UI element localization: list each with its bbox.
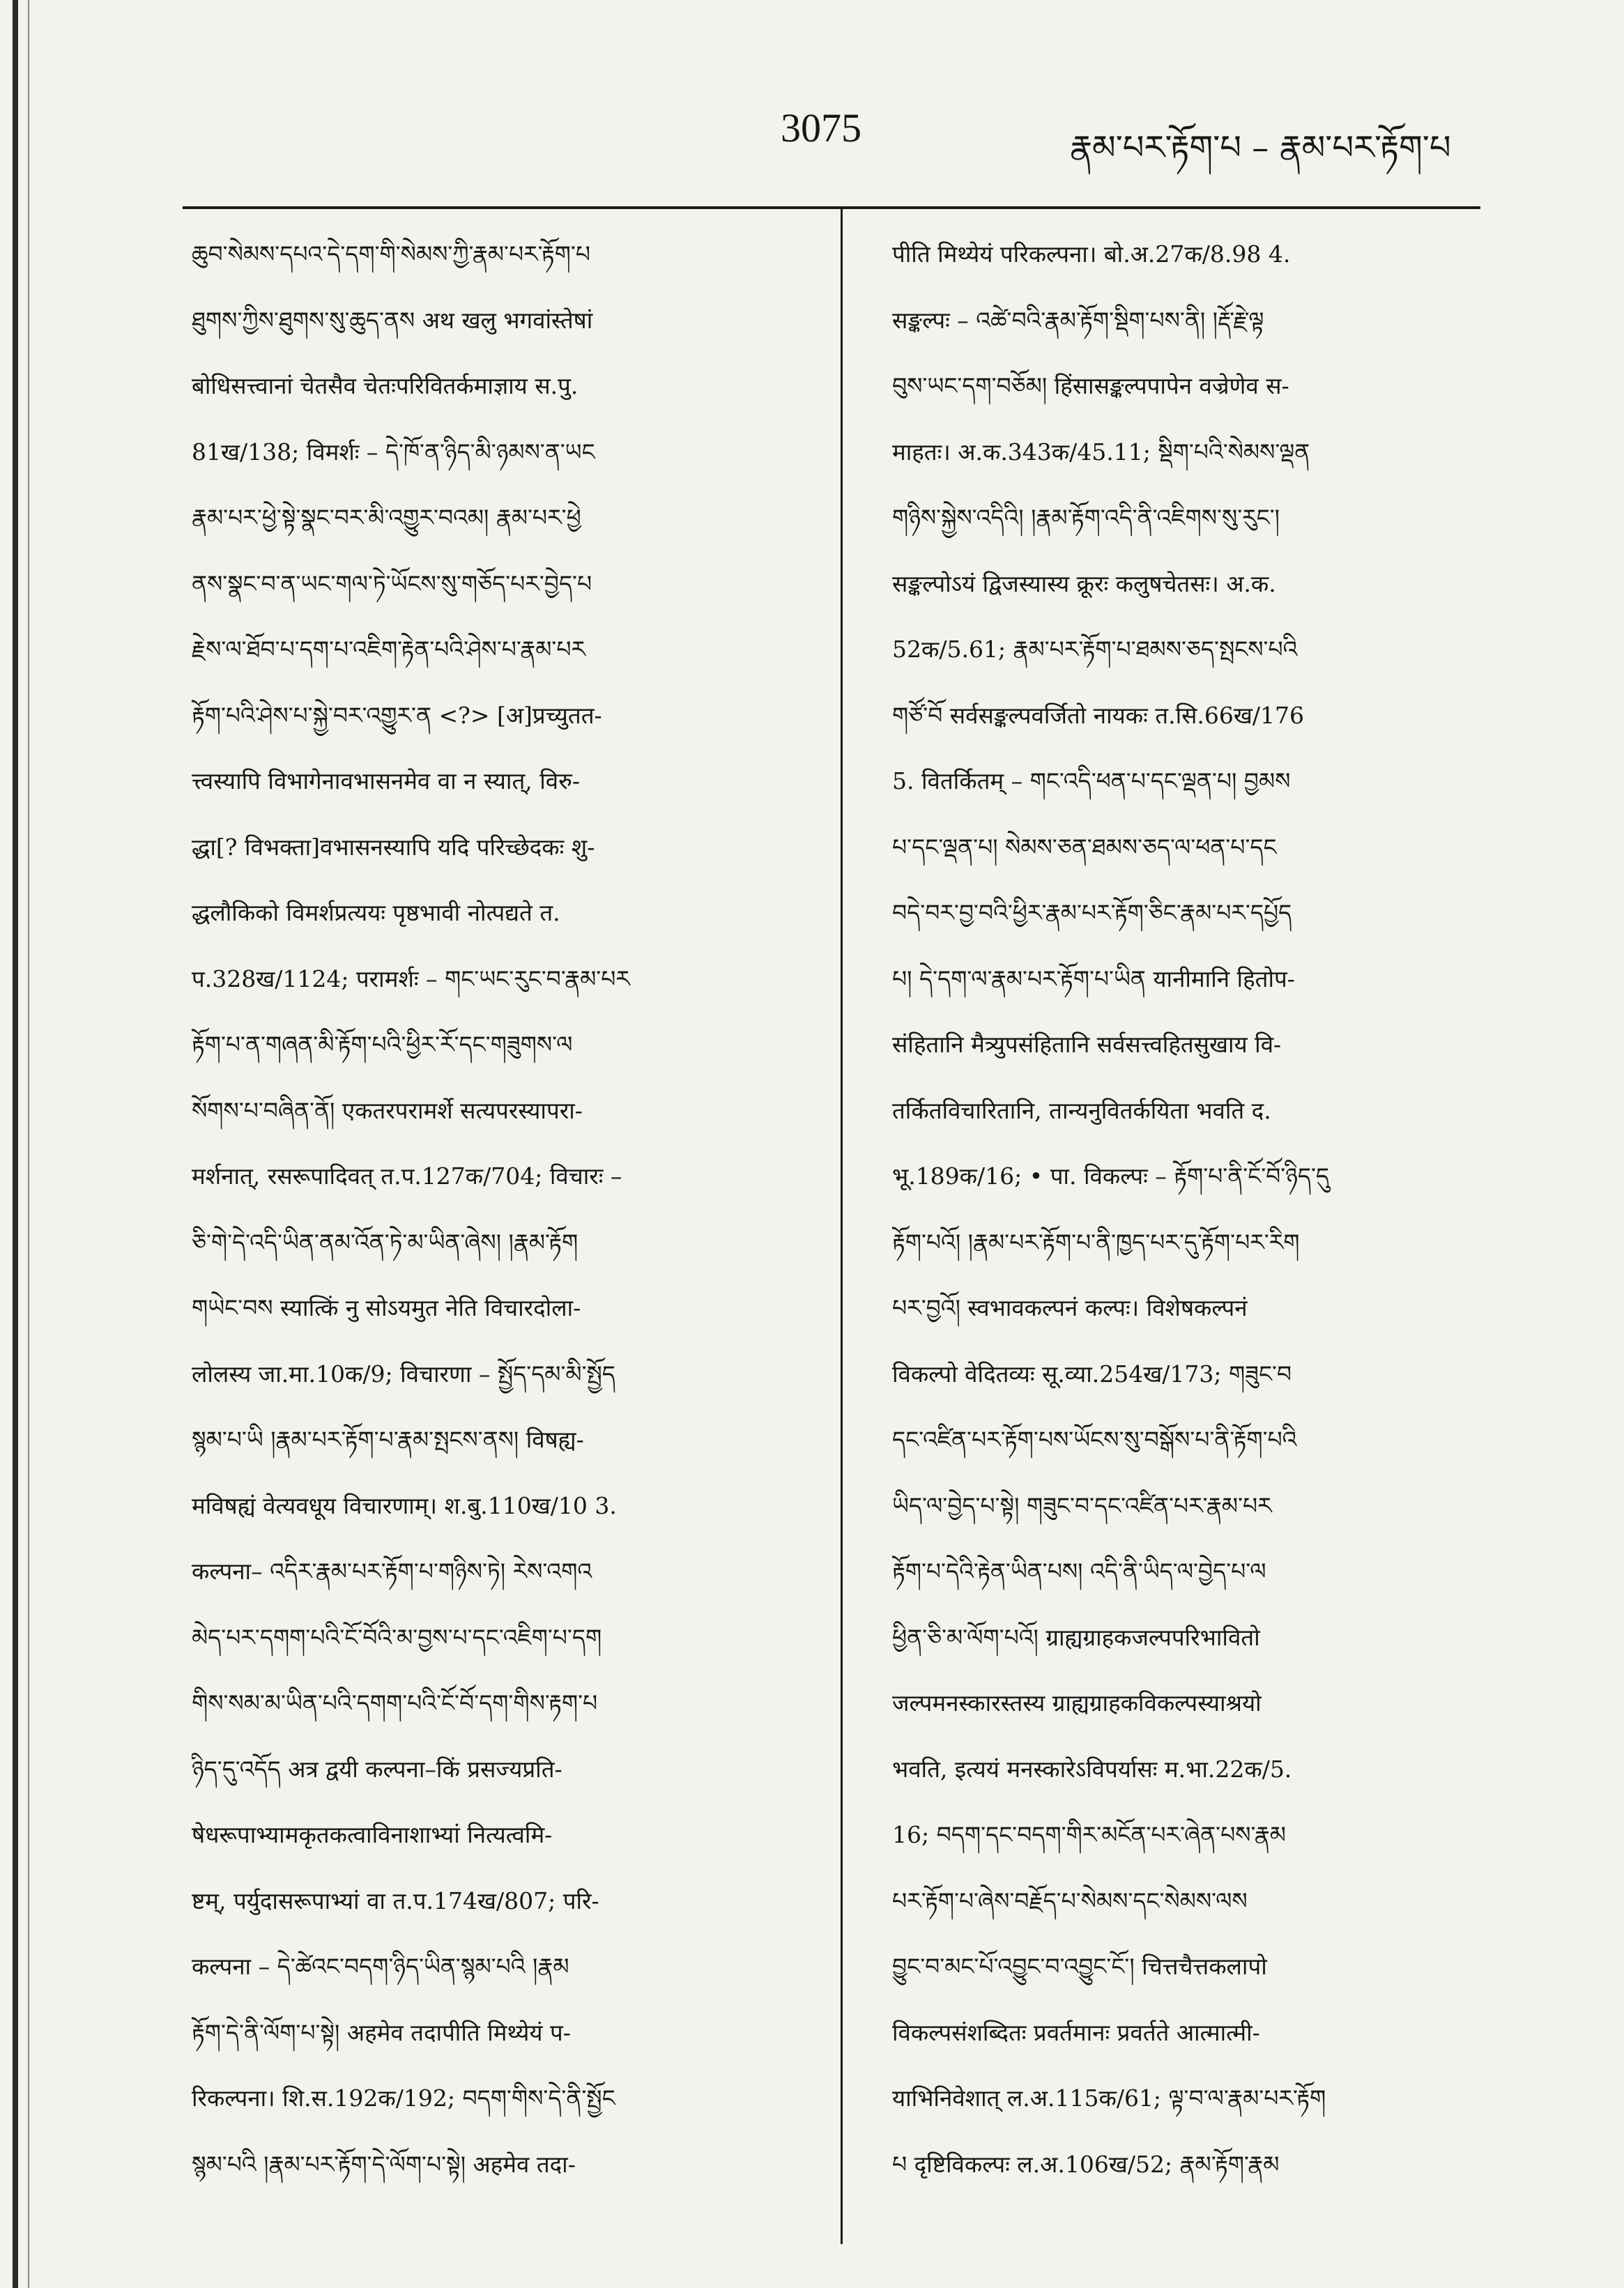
text-line: बोधिसत्त्वानां चेतसैव चेतःपरिवितर्कमाज्ञाय स.पु.	[192, 372, 579, 399]
text-line: पीति मिथ्येयं परिकल्पना। बो.अ.27क/8.98 4.	[892, 240, 1291, 268]
page-number: 3075	[781, 105, 861, 151]
text-line: སྙམ་པ་ཡི །རྣམ་པར་རྟོག་པ་རྣམ་སྤངས་ནས། विषह्य-	[192, 1426, 584, 1453]
text-line: ཐུགས་ཀྱིས་ཐུགས་སུ་ཆུད་ནས अथ खलु भगवांस्तेषां	[192, 306, 593, 334]
text-line: ष्टम्, पर्युदासरूपाभ्यां वा त.प.174ख/807; परि-	[192, 1887, 599, 1914]
text-line: ཆུབ་སེམས་དཔའ་དེ་དག་གི་སེམས་ཀྱི་རྣམ་པར་རྟོག་པ	[192, 240, 590, 268]
text-line: 16; བདག་དང་བདག་གིར་མངོན་པར་ཞེན་པས་རྣམ	[892, 1821, 1286, 1848]
text-line: लोलस्य जा.मा.10क/9; विचारणा – སྤྱོད་དམ་མི་སྤྱོད	[192, 1360, 615, 1388]
text-line: སོགས་པ་བཞིན་ནོ། एकतरपरामर्शे सत्यपरस्यापरा-	[192, 1096, 583, 1124]
text-line: याभिनिवेशात् ल.अ.115क/61; ལྟ་བ་ལ་རྣམ་པར་རྟོག	[892, 2084, 1326, 2112]
text-line: རྟོག་པ་དེའི་རྟེན་ཡིན་པས། འདི་ནི་ཡིད་ལ་བྱེད་པ་ལ	[892, 1558, 1266, 1585]
text-line: ནས་སྣང་བ་ན་ཡང་གལ་ཏེ་ཡོངས་སུ་གཅོད་པར་བྱེད་པ	[192, 569, 592, 597]
text-line: षेधरूपाभ्यामकृतकत्वाविनाशाभ्यां नित्यत्वमि-	[192, 1821, 553, 1848]
text-line: सङ्कल्पः – འཚེ་བའི་རྣམ་རྟོག་སྡིག་པས་ནི། །རྡོ་རྗེ་ལྟ	[892, 306, 1264, 334]
text-line: जल्पमनस्कारस्तस्य ग्राह्यग्राहकविकल्पस्याश्रयो	[892, 1689, 1262, 1717]
right-column	[892, 222, 1519, 2197]
running-head: རྣམ་པར་རྟོག་པ – རྣམ་པར་རྟོག་པ	[1070, 128, 1451, 167]
text-line: བུས་ཡང་དག་བཅོམ། हिंसासङ्कल्पपापेन वज्रेणेव स-	[892, 372, 1289, 399]
text-line: कल्पना– འདིར་རྣམ་པར་རྟོག་པ་གཉིས་ཏེ། རེས་འགའ	[192, 1558, 592, 1585]
text-line: རྟོག་པ་ན་གཞན་མི་རྟོག་པའི་ཕྱིར་རོ་དང་གཟུགས་ལ	[192, 1031, 573, 1058]
text-line: བདེ་བར་བྱ་བའི་ཕྱིར་རྣམ་པར་རྟོག་ཅིང་རྣམ་པར་དཔྱོད	[892, 899, 1292, 926]
text-line: प.328ख/1124; परामर्शः – གང་ཡང་རུང་བ་རྣམ་པར	[192, 965, 630, 992]
text-line: བྱུང་བ་མང་པོ་འབྱུང་བ་འབྱུང་ངོ་། चित्तचैत्तकलापो	[892, 1953, 1267, 1980]
text-line: कल्पना – དེ་ཚེའང་བདག་ཉིད་ཡིན་སྙམ་པའི །རྣམ	[192, 1953, 569, 1980]
text-line: རྟོག་པའི་ཤེས་པ་སྐྱེ་བར་འགྱུར་ན <?> [अ]प्रच्युतत-	[192, 701, 602, 729]
text-line: मविषह्यं वेत्यवधूय विचारणाम्। श.बु.110ख/10 3.	[192, 1491, 617, 1519]
text-line: रिकल्पना। शि.स.192क/192; བདག་གིས་དེ་ནི་སྤྱོང	[192, 2084, 615, 2112]
text-line: སྙམ་པའི །རྣམ་པར་རྟོག་དེ་ལོག་པ་སྟེ། अहमेव तदा-	[192, 2150, 576, 2178]
binding-edge	[13, 0, 18, 2288]
text-line: པར་བྱའོ། स्वभावकल्पनं कल्पः। विशेषकल्पनं	[892, 1294, 1248, 1321]
column-divider	[841, 209, 843, 2244]
text-line: གཡེང་བས स्यात्किं नु सोऽयमुत नेति विचारदोला-	[192, 1294, 581, 1321]
text-line: དང་འཛིན་པར་རྟོག་པས་ཡོངས་སུ་བསྒོས་པ་ནི་རྟོག་པའི	[892, 1426, 1297, 1453]
text-line: པ། དེ་དག་ལ་རྣམ་པར་རྟོག་པ་ཡིན यानीमानि हितोप-	[892, 965, 1295, 992]
text-line: གཙོ་བོ सर्वसङ्कल्पवर्जितो नायकः त.सि.66ख/176	[892, 701, 1305, 729]
text-line: གིས་སམ་མ་ཡིན་པའི་དགག་པའི་ངོ་བོ་དག་གིས་རྟག་པ	[192, 1689, 598, 1717]
text-line: ཕྱིན་ཅི་མ་ལོག་པའོ། ग्राह्यग्राहकजल्पपरिभावितो	[892, 1623, 1260, 1651]
text-line: भू.189क/16; • पा. विकल्पः – རྟོག་པ་ནི་ངོ་བོ་ཉིད་དུ	[892, 1162, 1330, 1190]
text-line: 5. वितर्कितम् – གང་འདི་ཕན་པ་དང་ལྡན་པ། བྱམས	[892, 767, 1291, 794]
text-line: तर्कितविचारितानि, तान्यनुवितर्कयिता भवति द.	[892, 1096, 1271, 1124]
header-rule	[183, 206, 1480, 209]
text-line: विकल्पो वेदितव्यः सू.व्या.254ख/173; གཟུང་བ	[892, 1360, 1292, 1388]
text-line: གཉིས་སྐྱེས་འདིའི། །རྣམ་རྟོག་འདི་ནི་འཇིགས་སུ་རུང་།	[892, 504, 1280, 531]
text-line: संहितानि मैत्र्युपसंहितानि सर्वसत्त्वहितसुखाय वि-	[892, 1031, 1282, 1058]
text-line: मर्शनात्, रसरूपादिवत् त.प.127क/704; विचारः –	[192, 1162, 622, 1190]
text-line: द्धा[? विभक्ता]वभासनस्यापि यदि परिच्छेदकः शु-	[192, 833, 595, 861]
text-line: རྟོག་པའོ། །རྣམ་པར་རྟོག་པ་ནི་ཁྱད་པར་དུ་རྟོག་པར་རིག	[892, 1228, 1300, 1256]
text-line: सङ्कल्पोऽयं द्विजस्यास्य क्रूरः कलुषचेतसः। अ.क.	[892, 569, 1276, 597]
text-line: ཡིད་ལ་བྱེད་པ་སྟེ། གཟུང་བ་དང་འཛིན་པར་རྣམ་པར	[892, 1491, 1272, 1519]
text-line: རྣམ་པར་ཕྱེ་སྟེ་སྣང་བར་མི་འགྱུར་བའམ། རྣམ་པར་ཕྱེ	[192, 504, 581, 531]
text-line: भवति, इत्ययं मनस्कारेऽविपर्यासः म.भा.22क/5.	[892, 1755, 1292, 1783]
text-line: ཅི་གེ་དེ་འདི་ཡིན་ནམ་འོན་ཏེ་མ་ཡིན་ཞེས། །རྣམ་རྟོག	[192, 1228, 579, 1256]
left-column	[192, 222, 819, 2197]
text-line: པ་དང་ལྡན་པ། སེམས་ཅན་ཐམས་ཅད་ལ་ཕན་པ་དང	[892, 833, 1277, 861]
text-line: ཉིད་དུ་འདོད अत्र द्वयी कल्पना–किं प्रसज्यप्रति-	[192, 1755, 562, 1783]
text-line: རྟོག་དེ་ནི་ལོག་པ་སྟེ། अहमेव तदापीति मिथ्येयं प-	[192, 2018, 571, 2046]
text-line: 52क/5.61; རྣམ་པར་རྟོག་པ་ཐམས་ཅད་སྤངས་པའི	[892, 636, 1298, 663]
binding-edge-line	[28, 0, 29, 2288]
text-line: विकल्पसंशब्दितः प्रवर्तमानः प्रवर्तते आत्मात्मी-	[892, 2018, 1260, 2046]
text-line: རྗེས་ལ་ཐོབ་པ་དག་པ་འཇིག་རྟེན་པའི་ཤེས་པ་རྣམ་པར	[192, 636, 586, 663]
text-line: མེད་པར་དགག་པའི་ངོ་བོའི་མ་བྱས་པ་དང་འཇིག་པ་དག	[192, 1623, 602, 1651]
text-line: པ दृष्टिविकल्पः ल.अ.106ख/52; རྣམ་རྟོག་རྣམ	[892, 2150, 1280, 2178]
text-line: 81ख/138; विमर्शः – དེ་ཁོ་ན་ཉིད་མི་ཉམས་ན་ཡང	[192, 438, 595, 466]
text-line: माहतः। अ.क.343क/45.11; སྡིག་པའི་སེམས་ལྡན	[892, 438, 1310, 466]
text-line: པར་རྟོག་པ་ཞེས་བརྗོད་པ་སེམས་དང་སེམས་ལས	[892, 1887, 1248, 1914]
text-line: त्त्वस्यापि विभागेनावभासनमेव वा न स्यात्, विरु-	[192, 767, 581, 794]
text-line: द्धलौकिको विमर्शप्रत्ययः पृष्ठभावी नोत्पद्यते त.	[192, 899, 560, 926]
